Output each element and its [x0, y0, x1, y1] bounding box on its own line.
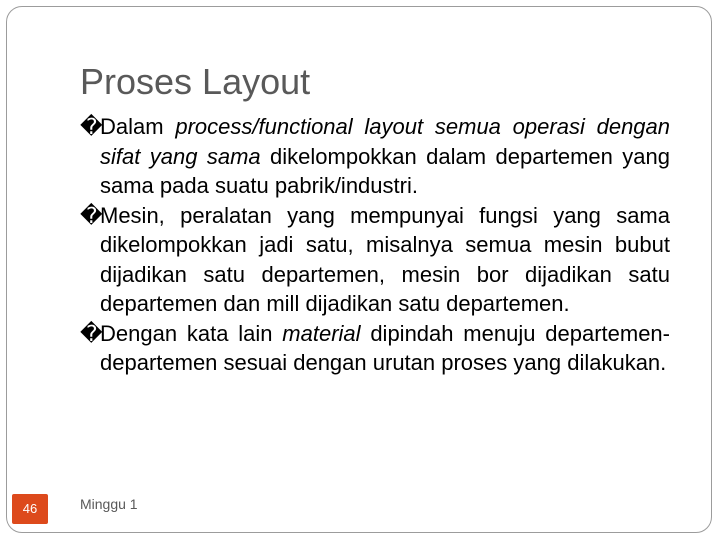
bullet-item: [80, 201, 670, 319]
bullet-marker-icon: �: [80, 320, 103, 346]
bullet-marker-icon: �: [80, 202, 103, 228]
slide-number-badge: 46: [12, 494, 48, 524]
slide-content: [80, 112, 670, 378]
bullet-text-segment: Dalam: [100, 114, 176, 139]
bullet-italic-segment: process/functional layout semua operasi dengan sifat yang sama: [100, 114, 671, 169]
bullet-item: [80, 319, 670, 378]
bullet-marker-icon: �: [80, 114, 103, 139]
slide-title: Proses Layout: [80, 61, 311, 102]
bullet-text-segment: dikelompokkan dalam departemen yang sama pada suatu pabrik/industri.: [100, 143, 670, 198]
bullet-text-segment: Dengan kata lain: [100, 320, 283, 346]
bullet-text-segment: Mesin, peralatan yang mempunyai fungsi yang sama dikelompokkan jadi satu, misalnya semua mesin bubut dijadikan satu departemen, mesin bor dijadikan satu departemen dan mill dijadikan satu departemen.: [100, 202, 670, 316]
bullet-item: [80, 112, 670, 201]
footer-text: Minggu 1: [80, 496, 138, 512]
bullet-text-segment: dipindah menuju departemen-departemen sesuai dengan urutan proses yang dilakukan.: [100, 320, 670, 375]
bullet-italic-segment: material: [282, 320, 361, 346]
